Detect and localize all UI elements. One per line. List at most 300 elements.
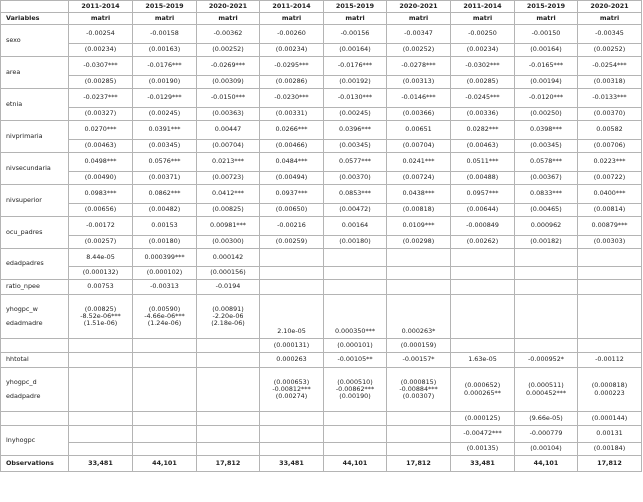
se-cell: (0.00327) xyxy=(69,108,133,121)
se-text: (2.18e-06) xyxy=(211,319,245,328)
se-cell: (0.00180) xyxy=(133,236,197,249)
se-cell: (0.00234) xyxy=(260,44,324,57)
variables-header: Variables xyxy=(1,13,69,25)
depvar-header: matri xyxy=(133,13,197,25)
se-row-area xyxy=(1,76,642,89)
period-header: 2020-2021 xyxy=(197,1,260,13)
empty-cell xyxy=(260,249,324,267)
coef-cell: 0.000142 xyxy=(197,249,260,267)
se-cell: (0.00257) xyxy=(69,236,133,249)
coef-cell: -0.00345 xyxy=(578,25,642,44)
coef-cell: 0.0862*** xyxy=(133,185,197,204)
variable-label-sexo: sexo xyxy=(1,25,69,57)
coef-cell: 0.000399*** xyxy=(133,249,197,267)
se-cell: (0.000102) xyxy=(133,267,197,280)
coef-text: -4.66e-06*** xyxy=(144,311,185,320)
empty-cell xyxy=(515,295,578,339)
se-cell: (0.00250) xyxy=(515,108,578,121)
empty-cell xyxy=(133,426,197,443)
se-cell: (0.00245) xyxy=(133,108,197,121)
empty-cell xyxy=(324,249,387,267)
se-cell: (0.00825) xyxy=(197,204,260,217)
se-cell: (0.00252) xyxy=(578,44,642,57)
coef-cell: -0.00362 xyxy=(197,25,260,44)
coef-cell: 0.00651 xyxy=(387,121,451,140)
period-header: 2015-2019 xyxy=(515,1,578,13)
coef-cell: -0.0237*** xyxy=(69,89,133,108)
depvar-header: matri xyxy=(387,13,451,25)
coef-text: 0.000452*** xyxy=(525,388,567,397)
se-cell: (0.00180) xyxy=(324,236,387,249)
se-cell: (0.00650) xyxy=(260,204,324,217)
empty-cell xyxy=(387,280,451,295)
se-row-etnia xyxy=(1,108,642,121)
period-header-row xyxy=(1,1,642,13)
coef-row-area xyxy=(1,57,642,76)
coef-cell: -0.0120*** xyxy=(515,89,578,108)
coef-cell: 0.0391*** xyxy=(133,121,197,140)
coef-cell: 1.63e-05 xyxy=(451,353,515,368)
coef-cell: 0.0578*** xyxy=(515,153,578,172)
empty-cell xyxy=(260,426,324,443)
empty-cell xyxy=(133,339,197,353)
coef-row-lnyhogpc xyxy=(1,426,642,443)
coef-cell: -0.00150 xyxy=(515,25,578,44)
coef-cell: 0.0511*** xyxy=(451,153,515,172)
se-cell: (0.00192) xyxy=(324,76,387,89)
se-text: (0.00190) xyxy=(339,392,371,401)
se-cell: (0.00252) xyxy=(387,44,451,57)
coef-cell: -0.0302*** xyxy=(451,57,515,76)
se-row-nivsuperior xyxy=(1,204,642,217)
se-cell: (0.000132) xyxy=(69,267,133,280)
se-row-lnyhogpc xyxy=(1,443,642,456)
empty-cell xyxy=(197,426,260,443)
obs-cell: 33,481 xyxy=(260,456,324,472)
empty-cell xyxy=(451,267,515,280)
se-cell: (0.00194) xyxy=(515,76,578,89)
se-cell: (0.00644) xyxy=(451,204,515,217)
empty-cell xyxy=(451,295,515,339)
se-cell: (0.00234) xyxy=(69,44,133,57)
coef-cell: 8.44e-05 xyxy=(69,249,133,267)
se-cell: (0.00300) xyxy=(197,236,260,249)
se-text: (0.00891) xyxy=(212,304,244,313)
se-cell: (0.00313) xyxy=(387,76,451,89)
se-cell: (0.00818) xyxy=(387,204,451,217)
se-cell: (0.00234) xyxy=(451,44,515,57)
empty-cell xyxy=(451,339,515,353)
se-cell: (0.00303) xyxy=(578,236,642,249)
stacked-cell xyxy=(260,368,324,412)
coef-cell: -0.0176*** xyxy=(133,57,197,76)
variable-label-nivsecundaria: nivsecundaria xyxy=(1,153,69,185)
empty-cell xyxy=(133,353,197,368)
se-cell: (0.00706) xyxy=(578,140,642,153)
empty-cell xyxy=(133,368,197,412)
depvar-header: matri xyxy=(260,13,324,25)
se-cell: (0.00814) xyxy=(578,204,642,217)
se-cell: (0.00488) xyxy=(451,172,515,185)
coef-cell: 0.0266*** xyxy=(260,121,324,140)
stacked-cell xyxy=(451,368,515,412)
se-row-yhogpc-w xyxy=(1,339,642,353)
se-text: (0.00274) xyxy=(275,392,308,401)
coef-cell: 2.10e-05 xyxy=(260,295,324,339)
empty-cell xyxy=(133,443,197,456)
empty-cell xyxy=(69,339,133,353)
coef-cell: -0.0150*** xyxy=(197,89,260,108)
se-cell: (0.00285) xyxy=(451,76,515,89)
empty-cell xyxy=(133,412,197,426)
se-cell: (0.00370) xyxy=(578,108,642,121)
obs-cell: 33,481 xyxy=(69,456,133,472)
coef-text: -0.00812*** xyxy=(272,384,311,393)
depvar-header: matri xyxy=(578,13,642,25)
coef-row-nivsuperior xyxy=(1,185,642,204)
se-cell: (0.00363) xyxy=(197,108,260,121)
se-cell: (0.00184) xyxy=(578,443,642,456)
coef-cell: -0.00250 xyxy=(451,25,515,44)
empty-cell xyxy=(197,339,260,353)
se-cell: (0.00285) xyxy=(69,76,133,89)
coef-cell: 0.0484*** xyxy=(260,153,324,172)
observations-row xyxy=(1,456,642,472)
se-cell: (0.000159) xyxy=(387,339,451,353)
observations-label: Observations xyxy=(1,456,69,472)
coef-text: -0.00884*** xyxy=(399,384,438,393)
variable-label-hhtotal: hhtotal xyxy=(1,353,69,368)
coef-text: 0.000223 xyxy=(594,388,625,397)
obs-cell: 44,101 xyxy=(324,456,387,472)
obs-cell: 17,812 xyxy=(578,456,642,472)
empty-cell xyxy=(387,443,451,456)
coef-cell: 0.0213*** xyxy=(197,153,260,172)
empty-cell xyxy=(515,280,578,295)
se-cell: (0.00656) xyxy=(69,204,133,217)
empty-cell xyxy=(387,412,451,426)
se-text: (1.51e-06) xyxy=(83,319,118,328)
coef-cell: -0.00472*** xyxy=(451,426,515,443)
coef-cell: 0.0109*** xyxy=(387,217,451,236)
depvar-header: matri xyxy=(197,13,260,25)
empty-cell xyxy=(451,249,515,267)
coef-cell: -0.0278*** xyxy=(387,57,451,76)
empty-cell xyxy=(387,426,451,443)
empty-cell xyxy=(69,426,133,443)
se-cell: (0.00262) xyxy=(451,236,515,249)
se-cell: (0.00722) xyxy=(578,172,642,185)
obs-cell: 33,481 xyxy=(451,456,515,472)
se-cell: (0.00318) xyxy=(578,76,642,89)
se-cell: (0.00163) xyxy=(133,44,197,57)
se-cell: (0.000101) xyxy=(324,339,387,353)
empty-cell xyxy=(69,368,133,412)
coef-row-yhogpc-w xyxy=(1,295,642,339)
period-header: 2011-2014 xyxy=(260,1,324,13)
coef-cell: -0.00216 xyxy=(260,217,324,236)
se-cell: (0.00345) xyxy=(133,140,197,153)
stacked-cell xyxy=(324,368,387,412)
empty-cell xyxy=(387,249,451,267)
se-cell: (0.00309) xyxy=(197,76,260,89)
se-cell: (0.000131) xyxy=(260,339,324,353)
se-row-edadpadres xyxy=(1,267,642,280)
coef-cell: 0.0223*** xyxy=(578,153,642,172)
coef-cell: -0.0230*** xyxy=(260,89,324,108)
empty-cell xyxy=(451,280,515,295)
coef-cell: -0.0269*** xyxy=(197,57,260,76)
coef-cell: 0.0412*** xyxy=(197,185,260,204)
coef-cell: 0.0396*** xyxy=(324,121,387,140)
coef-cell: -0.00313 xyxy=(133,280,197,295)
coef-cell: -0.0130*** xyxy=(324,89,387,108)
se-row-ocu-padres xyxy=(1,236,642,249)
se-text: (0.000652) xyxy=(464,381,501,390)
coef-row-nivprimaria xyxy=(1,121,642,140)
variable-label-lnyhogpc: lnyhogpc xyxy=(1,426,69,456)
coef-cell: -0.00172 xyxy=(69,217,133,236)
coef-cell: 0.00582 xyxy=(578,121,642,140)
period-header: 2011-2014 xyxy=(69,1,133,13)
coef-cell: -0.0176*** xyxy=(324,57,387,76)
coef-cell: 0.0270*** xyxy=(69,121,133,140)
empty-cell xyxy=(260,412,324,426)
coef-row-edadpadres xyxy=(1,249,642,267)
coef-cell: -0.000779 xyxy=(515,426,578,443)
coef-cell: 0.0983*** xyxy=(69,185,133,204)
label-line: yhogpc_d xyxy=(6,377,37,386)
coef-cell: -0.0133*** xyxy=(578,89,642,108)
empty-cell xyxy=(324,412,387,426)
se-cell: (0.00490) xyxy=(69,172,133,185)
se-cell: (0.00370) xyxy=(324,172,387,185)
variable-label-area: area xyxy=(1,57,69,89)
coef-cell: 0.00981*** xyxy=(197,217,260,236)
coef-cell: -0.000952* xyxy=(515,353,578,368)
coef-cell: -0.0254*** xyxy=(578,57,642,76)
se-cell: (0.00472) xyxy=(324,204,387,217)
coef-row-ocu-padres xyxy=(1,217,642,236)
stacked-cell xyxy=(69,295,133,339)
coef-cell: -0.0146*** xyxy=(387,89,451,108)
depvar-header: matri xyxy=(324,13,387,25)
se-text: (0.00825) xyxy=(84,304,117,313)
depvar-header: matri xyxy=(451,13,515,25)
empty-cell xyxy=(578,267,642,280)
coef-text: -2.20e-06 xyxy=(212,311,244,320)
se-cell: (0.00466) xyxy=(260,140,324,153)
se-cell: (0.00366) xyxy=(387,108,451,121)
depvar-header: matri xyxy=(515,13,578,25)
variable-label-nivsuperior: nivsuperior xyxy=(1,185,69,217)
se-text: (0.000815) xyxy=(400,377,437,386)
coef-cell: -0.00347 xyxy=(387,25,451,44)
period-header: 2020-2021 xyxy=(578,1,642,13)
coef-cell: -0.0245*** xyxy=(451,89,515,108)
coef-row-yhogpc-d xyxy=(1,368,642,412)
stacked-cell xyxy=(197,295,260,339)
se-cell: (0.00298) xyxy=(387,236,451,249)
empty-cell xyxy=(387,267,451,280)
coef-cell: 0.0438*** xyxy=(387,185,451,204)
coef-cell: 0.00153 xyxy=(133,217,197,236)
variable-label-ocu-padres: ocu_padres xyxy=(1,217,69,249)
empty-cell xyxy=(578,249,642,267)
coef-cell: 0.00447 xyxy=(197,121,260,140)
se-cell: (0.00190) xyxy=(133,76,197,89)
empty-cell xyxy=(1,339,69,353)
depvar-header: matri xyxy=(69,13,133,25)
label-line: yhogpc_w xyxy=(6,304,38,313)
coef-cell: -0.0129*** xyxy=(133,89,197,108)
depvar-header-row xyxy=(1,13,642,25)
se-cell: (0.00704) xyxy=(387,140,451,153)
se-cell: (0.000144) xyxy=(578,412,642,426)
stacked-cell xyxy=(133,295,197,339)
stacked-cell xyxy=(578,368,642,412)
se-text: (0.00307) xyxy=(402,392,435,401)
empty-cell xyxy=(578,280,642,295)
se-cell: (0.00463) xyxy=(69,140,133,153)
corner-cell xyxy=(1,1,69,13)
coef-cell: -0.00105** xyxy=(324,353,387,368)
period-header: 2015-2019 xyxy=(133,1,197,13)
se-cell: (0.00465) xyxy=(515,204,578,217)
se-cell: (0.00331) xyxy=(260,108,324,121)
se-text: (0.00590) xyxy=(148,304,181,313)
obs-cell: 44,101 xyxy=(515,456,578,472)
coef-text: -8.52e-06*** xyxy=(80,311,121,320)
coef-cell: 0.000263* xyxy=(387,295,451,339)
se-cell: (0.00286) xyxy=(260,76,324,89)
coef-text: -0.00862*** xyxy=(335,384,375,393)
empty-cell xyxy=(197,353,260,368)
empty-cell xyxy=(197,412,260,426)
se-cell: (0.00704) xyxy=(197,140,260,153)
empty-cell xyxy=(260,280,324,295)
se-cell: (0.00245) xyxy=(324,108,387,121)
variable-label-yhogpc-d xyxy=(1,368,69,412)
empty-cell xyxy=(324,280,387,295)
period-header: 2011-2014 xyxy=(451,1,515,13)
coef-cell: -0.00156 xyxy=(324,25,387,44)
coef-cell: -0.00260 xyxy=(260,25,324,44)
obs-cell: 44,101 xyxy=(133,456,197,472)
label-line: edadmadre xyxy=(6,319,43,328)
coef-cell: -0.00157* xyxy=(387,353,451,368)
coef-cell: 0.0282*** xyxy=(451,121,515,140)
variable-label-yhogpc-w xyxy=(1,295,69,339)
se-cell: (0.00252) xyxy=(197,44,260,57)
se-cell: (0.00494) xyxy=(260,172,324,185)
coef-cell: 0.0833*** xyxy=(515,185,578,204)
se-text: (0.000818) xyxy=(591,381,628,390)
se-cell: (9.66e-05) xyxy=(515,412,578,426)
coef-row-nivsecundaria xyxy=(1,153,642,172)
coef-cell: 0.0577*** xyxy=(324,153,387,172)
coef-cell: 0.0241*** xyxy=(387,153,451,172)
coef-cell: 0.000350*** xyxy=(324,295,387,339)
empty-cell xyxy=(515,339,578,353)
se-cell: (0.00482) xyxy=(133,204,197,217)
empty-cell xyxy=(260,267,324,280)
empty-cell xyxy=(324,443,387,456)
se-cell: (0.00723) xyxy=(197,172,260,185)
coef-row-hhtotal xyxy=(1,353,642,368)
empty-cell xyxy=(69,353,133,368)
se-cell: (0.00463) xyxy=(451,140,515,153)
se-row-nivprimaria xyxy=(1,140,642,153)
coef-cell: 0.00164 xyxy=(324,217,387,236)
empty-cell xyxy=(197,443,260,456)
se-cell: (0.00345) xyxy=(515,140,578,153)
se-cell: (0.00345) xyxy=(324,140,387,153)
stacked-cell xyxy=(515,368,578,412)
se-text: (1.24e-06) xyxy=(147,319,182,328)
se-row-nivsecundaria xyxy=(1,172,642,185)
variable-label-ratio-npee: ratio_npee xyxy=(1,280,69,295)
period-header: 2020-2021 xyxy=(387,1,451,13)
se-cell: (0.00259) xyxy=(260,236,324,249)
empty-cell xyxy=(324,426,387,443)
coef-cell: 0.0853*** xyxy=(324,185,387,204)
coef-row-ratio-npee xyxy=(1,280,642,295)
variable-label-edadpadres: edadpadres xyxy=(1,249,69,280)
empty-cell xyxy=(197,368,260,412)
variable-label-nivprimaria: nivprimaria xyxy=(1,121,69,153)
empty-cell xyxy=(324,267,387,280)
se-text: (0.000510) xyxy=(337,377,373,386)
se-cell: (0.00336) xyxy=(451,108,515,121)
se-cell: (0.00164) xyxy=(324,44,387,57)
coef-cell: -0.00112 xyxy=(578,353,642,368)
coef-cell: 0.00753 xyxy=(69,280,133,295)
coef-row-etnia xyxy=(1,89,642,108)
coef-cell: -0.00254 xyxy=(69,25,133,44)
se-text: (0.000653) xyxy=(273,377,310,386)
coef-cell: 0.0498*** xyxy=(69,153,133,172)
obs-cell: 17,812 xyxy=(197,456,260,472)
empty-cell xyxy=(515,267,578,280)
obs-cell: 17,812 xyxy=(387,456,451,472)
coef-cell: -0.0307*** xyxy=(69,57,133,76)
empty-cell xyxy=(260,443,324,456)
coef-cell: -0.000849 xyxy=(451,217,515,236)
se-cell: (0.00135) xyxy=(451,443,515,456)
coef-cell: 0.000962 xyxy=(515,217,578,236)
coef-text: 0.000265** xyxy=(464,388,501,397)
se-cell: (0.00724) xyxy=(387,172,451,185)
empty-cell xyxy=(515,249,578,267)
period-header: 2015-2019 xyxy=(324,1,387,13)
se-cell: (0.000156) xyxy=(197,267,260,280)
se-cell: (0.000125) xyxy=(451,412,515,426)
coef-cell: 0.0398*** xyxy=(515,121,578,140)
coef-cell: -0.0194 xyxy=(197,280,260,295)
label-line: edadpadre xyxy=(6,392,41,401)
empty-cell xyxy=(578,339,642,353)
coef-cell: 0.0400*** xyxy=(578,185,642,204)
coef-cell: 0.000263 xyxy=(260,353,324,368)
se-text: (0.000511) xyxy=(528,381,564,390)
coef-cell: -0.0295*** xyxy=(260,57,324,76)
empty-cell xyxy=(1,412,69,426)
coef-cell: 0.00879*** xyxy=(578,217,642,236)
coef-cell: 0.0937*** xyxy=(260,185,324,204)
se-cell: (0.00371) xyxy=(133,172,197,185)
coef-cell: 0.0576*** xyxy=(133,153,197,172)
